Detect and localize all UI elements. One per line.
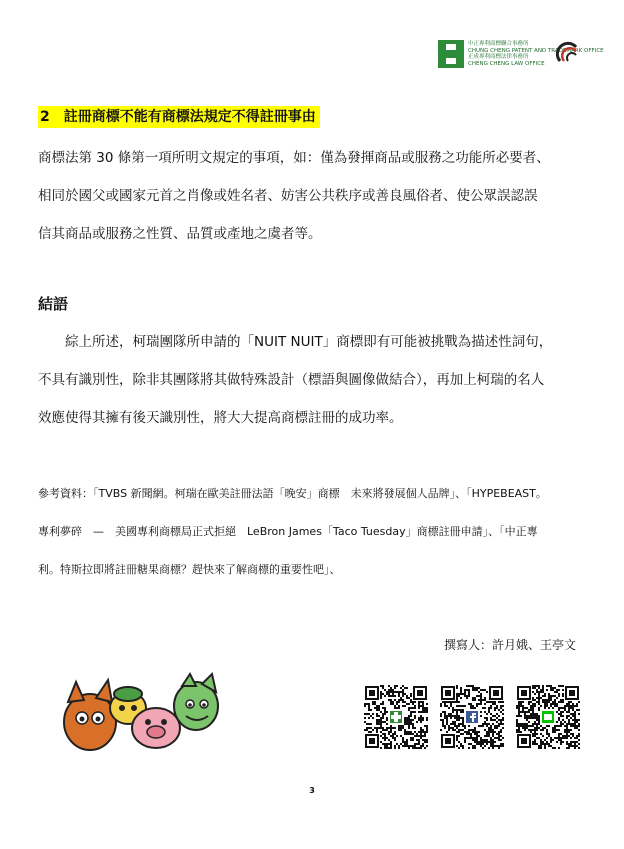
section-heading: 2 註冊商標不能有商標法規定不得註冊事由 xyxy=(38,106,320,128)
logo-line-1: 中正專利商標聯合事務所 xyxy=(468,41,529,47)
conclusion-body xyxy=(38,323,590,437)
reference-line: 利。特斯拉即將註冊糖果商標？趕快來了解商標的重要性吧」、 xyxy=(38,563,341,576)
conclusion-heading: 結語 xyxy=(38,295,69,313)
logo-text xyxy=(468,41,604,67)
logo-line-3: 正成專利商標法律事務所 xyxy=(468,54,529,60)
firm-logo xyxy=(438,40,604,68)
qr-code-1-icon[interactable] xyxy=(364,685,428,749)
section-body-line: 信其商品或服務之性質、品質或產地之虞者等。 xyxy=(38,226,322,242)
page-number: 3 xyxy=(309,786,315,795)
section-body-line: 相同於國父或國家元首之肖像或姓名者、妨害公共秩序或善良風俗者、使公眾誤認誤 xyxy=(38,188,538,204)
logo-line-2: CHUNG CHENG PATENT AND TRADEMARK OFFICE xyxy=(468,47,604,54)
reference-line: 參考資料：「TVBS 新聞網。柯瑞在歐美註冊法語「晚安」商標 未來將發展個人品牌」、「HYPEBEAST。 xyxy=(38,487,547,500)
conclusion-body-line: 綜上所述，柯瑞團隊所申請的「NUIT NUIT」商標即有可能被挑戰為描述性詞句， xyxy=(38,334,553,350)
logo-mark-icon xyxy=(556,41,580,65)
qr-code-line-icon[interactable] xyxy=(516,685,580,749)
logo-line-4: CHENG CHENG LAW OFFICE xyxy=(468,60,545,67)
author-credit: 撰寫人：許月娥、王亭文 xyxy=(444,638,577,652)
conclusion-body-line: 不具有識別性，除非其團隊將其做特殊設計（標語與圖像做結合），再加上柯瑞的名人 xyxy=(38,372,545,388)
reference-line: 專利夢碎 — 美國專利商標局正式拒絕 LeBron James「Taco Tuesday」商標註冊申請」、「中正專 xyxy=(38,525,538,538)
section-body-line: 商標法第 30 條第一項所明文規定的事項，如：僅為發揮商品或服務之功能所必要者、 xyxy=(38,150,550,166)
section-body xyxy=(38,139,590,253)
logo-cross-icon xyxy=(438,40,464,68)
references xyxy=(38,475,598,589)
conclusion-body-line: 效應使得其擁有後天識別性，將大大提高商標註冊的成功率。 xyxy=(38,410,403,426)
qr-code-facebook-icon[interactable] xyxy=(440,685,504,749)
mascot-illustration-icon xyxy=(56,672,224,754)
